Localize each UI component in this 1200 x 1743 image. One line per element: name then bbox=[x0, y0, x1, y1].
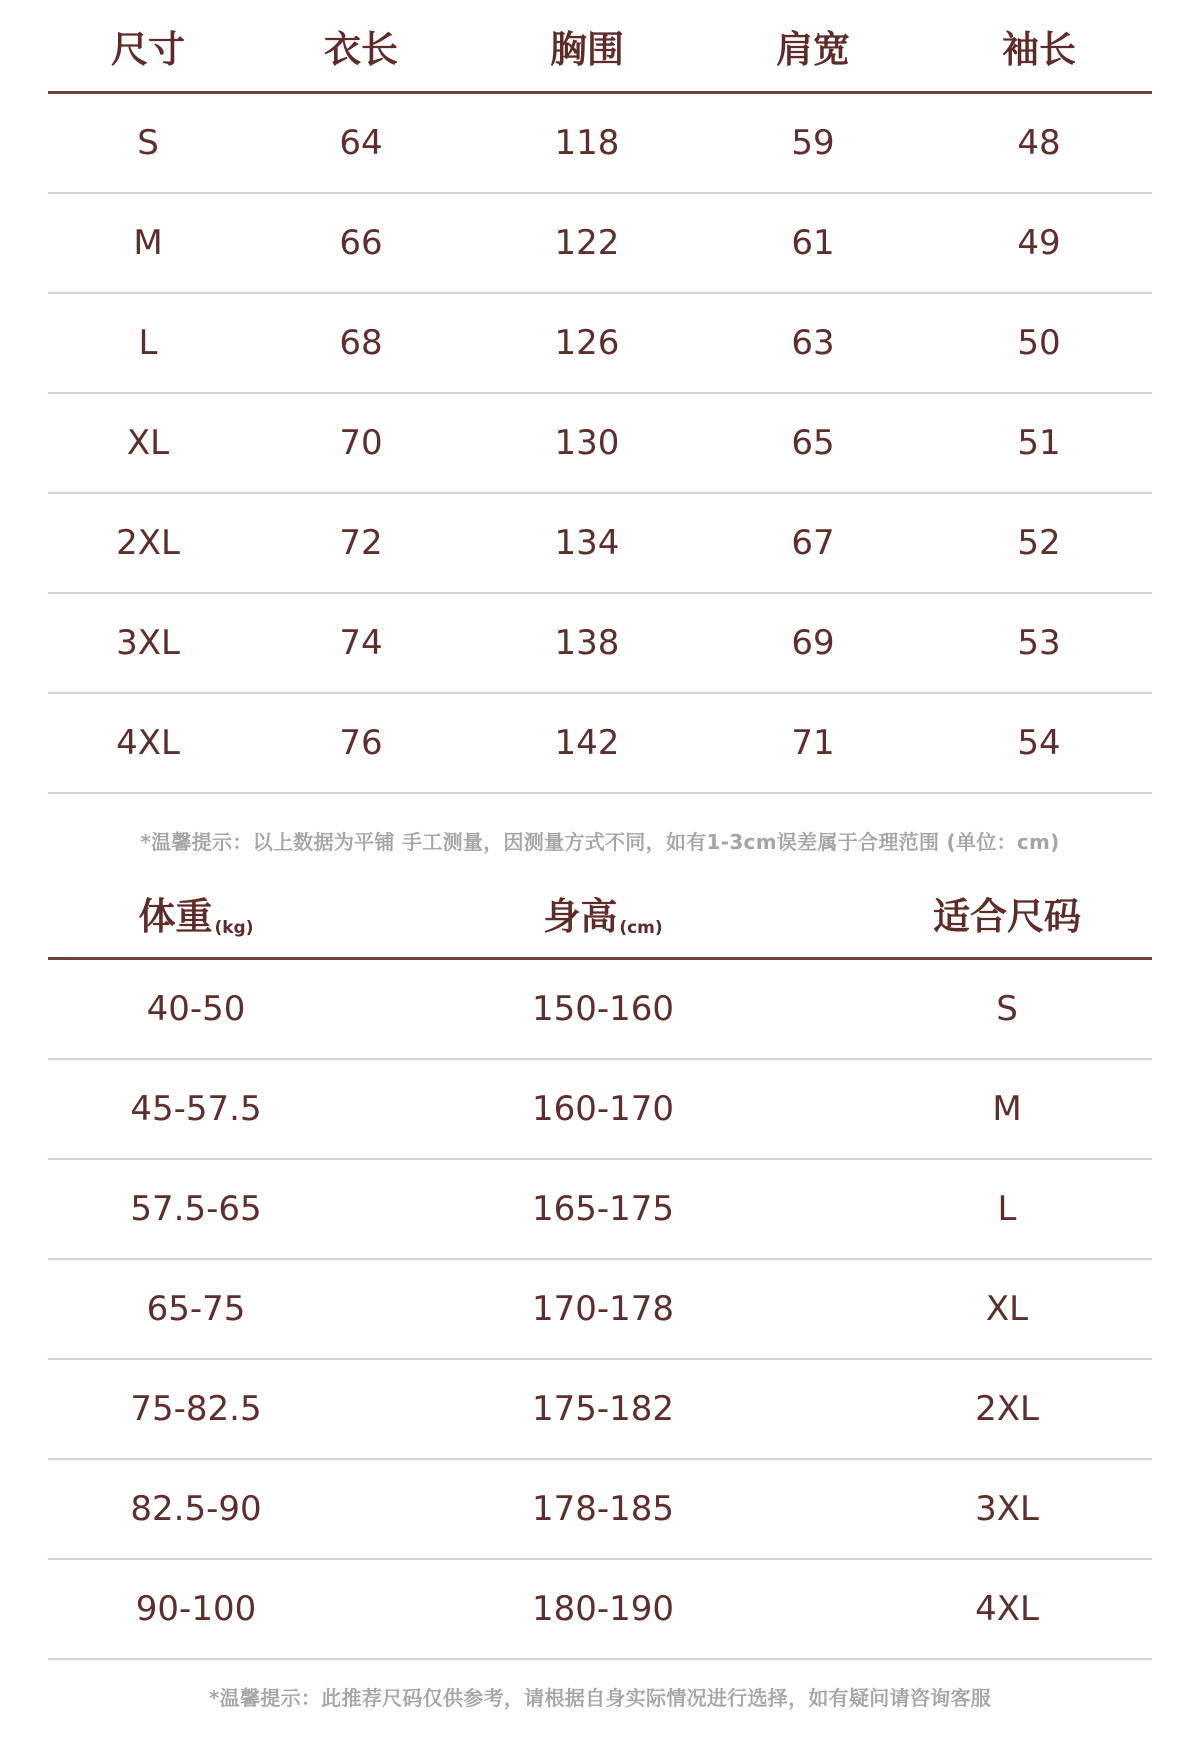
fit-size-cell: 4XL bbox=[975, 1589, 1039, 1629]
length-cell: 68 bbox=[339, 323, 383, 363]
table-row bbox=[48, 960, 1152, 1060]
size-table-header bbox=[48, 0, 1152, 94]
length-cell: 72 bbox=[339, 523, 383, 563]
fit-size-cell: M bbox=[992, 1089, 1022, 1129]
shoulder-cell: 65 bbox=[791, 423, 835, 463]
header-height-unit: (cm) bbox=[619, 917, 663, 938]
table-row bbox=[48, 1160, 1152, 1260]
shoulder-cell: 69 bbox=[791, 623, 835, 663]
sleeve-cell: 54 bbox=[1017, 723, 1061, 763]
shoulder-cell: 59 bbox=[791, 123, 835, 163]
table-row bbox=[48, 1360, 1152, 1460]
length-cell: 70 bbox=[339, 423, 383, 463]
table-row bbox=[48, 494, 1152, 594]
recommend-table-note: *温馨提示：此推荐尺码仅供参考，请根据自身实际情况进行选择，如有疑问请咨询客服 bbox=[208, 1686, 992, 1710]
recommend-table-header bbox=[48, 868, 1152, 960]
header-fit-size bbox=[862, 886, 1152, 940]
size-cell: S bbox=[137, 123, 159, 163]
header-fit-size-label: 适合尺码 bbox=[933, 894, 1081, 938]
height-cell: 170-178 bbox=[531, 1289, 675, 1329]
fit-size-cell: S bbox=[996, 989, 1018, 1029]
fit-size-cell: L bbox=[997, 1189, 1017, 1229]
height-cell: 165-175 bbox=[531, 1189, 675, 1229]
weight-cell: 75-82.5 bbox=[130, 1389, 262, 1429]
size-cell: M bbox=[133, 223, 163, 263]
chest-cell: 142 bbox=[554, 723, 620, 763]
sleeve-cell: 53 bbox=[1017, 623, 1061, 663]
height-cell: 150-160 bbox=[531, 989, 675, 1029]
table-row bbox=[48, 94, 1152, 194]
height-cell: 175-182 bbox=[531, 1389, 675, 1429]
header-weight-label: 体重 bbox=[138, 894, 213, 938]
size-cell: 2XL bbox=[116, 523, 180, 563]
header-height bbox=[344, 886, 862, 940]
table-row bbox=[48, 1260, 1152, 1360]
height-cell: 180-190 bbox=[531, 1589, 675, 1629]
weight-cell: 40-50 bbox=[146, 989, 246, 1029]
header-weight-unit: (kg) bbox=[214, 917, 254, 938]
height-cell: 178-185 bbox=[531, 1489, 675, 1529]
table-row bbox=[48, 594, 1152, 694]
shoulder-cell: 61 bbox=[791, 223, 835, 263]
size-cell: L bbox=[138, 323, 158, 363]
weight-cell: 65-75 bbox=[146, 1289, 246, 1329]
height-cell: 160-170 bbox=[531, 1089, 675, 1129]
length-cell: 76 bbox=[339, 723, 383, 763]
length-cell: 66 bbox=[339, 223, 383, 263]
header-height-label: 身高 bbox=[543, 894, 618, 938]
chest-cell: 126 bbox=[554, 323, 620, 363]
table-row bbox=[48, 1060, 1152, 1160]
chest-cell: 130 bbox=[554, 423, 620, 463]
sleeve-cell: 50 bbox=[1017, 323, 1061, 363]
length-cell: 64 bbox=[339, 123, 383, 163]
chest-cell: 138 bbox=[554, 623, 620, 663]
chest-cell: 122 bbox=[554, 223, 620, 263]
table-row bbox=[48, 194, 1152, 294]
size-cell: 4XL bbox=[116, 723, 180, 763]
weight-cell: 57.5-65 bbox=[130, 1189, 262, 1229]
table-row bbox=[48, 1460, 1152, 1560]
weight-cell: 90-100 bbox=[135, 1589, 257, 1629]
shoulder-cell: 71 bbox=[791, 723, 835, 763]
header-sleeve: 袖长 bbox=[1002, 27, 1076, 71]
header-length: 衣长 bbox=[324, 27, 398, 71]
fit-size-cell: XL bbox=[985, 1289, 1029, 1329]
shoulder-cell: 63 bbox=[791, 323, 835, 363]
table-row bbox=[48, 294, 1152, 394]
weight-cell: 82.5-90 bbox=[130, 1489, 262, 1529]
header-size: 尺寸 bbox=[111, 27, 185, 71]
size-cell: 3XL bbox=[116, 623, 180, 663]
shoulder-cell: 67 bbox=[791, 523, 835, 563]
sleeve-cell: 52 bbox=[1017, 523, 1061, 563]
table-row bbox=[48, 1560, 1152, 1660]
header-weight bbox=[48, 886, 344, 940]
table-row bbox=[48, 694, 1152, 794]
fit-size-cell: 2XL bbox=[975, 1389, 1039, 1429]
length-cell: 74 bbox=[339, 623, 383, 663]
size-cell: XL bbox=[126, 423, 170, 463]
chest-cell: 134 bbox=[554, 523, 620, 563]
header-chest: 胸围 bbox=[550, 27, 624, 71]
table-row bbox=[48, 394, 1152, 494]
recommend-table bbox=[48, 868, 1152, 1660]
sleeve-cell: 51 bbox=[1017, 423, 1061, 463]
size-table-note: *温馨提示：以上数据为平铺 手工测量，因测量方式不同，如有1-3cm误差属于合理范围 (单位：cm) bbox=[140, 830, 1060, 854]
sleeve-cell: 49 bbox=[1017, 223, 1061, 263]
size-table bbox=[48, 0, 1152, 794]
chest-cell: 118 bbox=[554, 123, 620, 163]
sleeve-cell: 48 bbox=[1017, 123, 1061, 163]
fit-size-cell: 3XL bbox=[975, 1489, 1039, 1529]
header-shoulder: 肩宽 bbox=[776, 27, 850, 71]
weight-cell: 45-57.5 bbox=[130, 1089, 262, 1129]
